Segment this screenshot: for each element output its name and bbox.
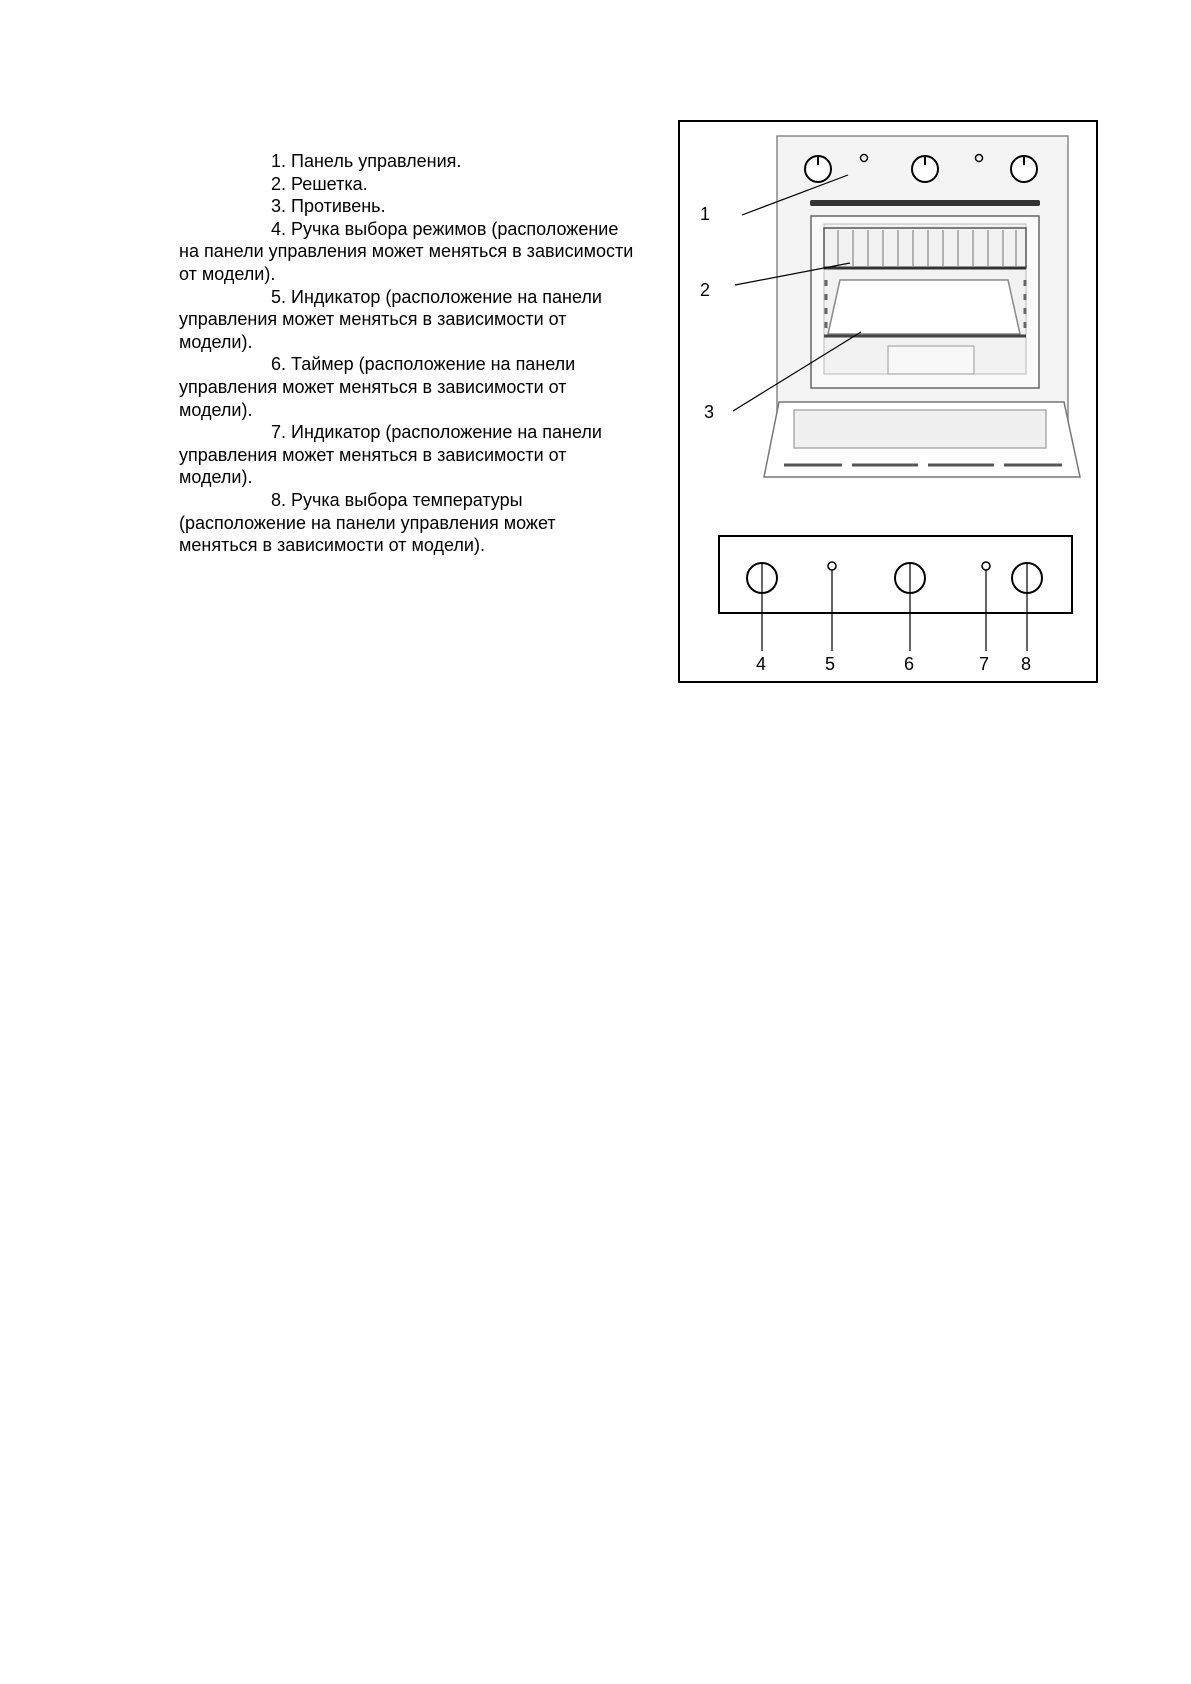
callout-label-8: 8 (1021, 654, 1032, 674)
legend-item-1: 1. Панель управления. (271, 151, 462, 171)
callout-label-4: 4 (756, 654, 767, 674)
callout-label-7: 7 (979, 654, 990, 674)
callout-label-2: 2 (700, 280, 711, 300)
oven-door (764, 402, 1080, 477)
oven-illustration (764, 136, 1080, 477)
oven-diagram (678, 120, 1098, 683)
callout-label-3: 3 (704, 402, 715, 422)
legend-item-4: 4. Ручка выбора режимов (расположение на панели управления может меняться в зависимости от модели). (179, 218, 634, 284)
oven-tray (824, 280, 1026, 336)
oven-back-panel (888, 346, 974, 374)
indicator-icon (976, 155, 983, 162)
indicator-icon (828, 562, 836, 570)
legend-item-7: 7. Индикатор (расположение на панели управления может меняться в зависимости от модели). (179, 422, 602, 488)
indicator-icon (861, 155, 868, 162)
indicator-icon (982, 562, 990, 570)
callout-label-5: 5 (825, 654, 836, 674)
oven-top-strip (810, 200, 1040, 206)
legend-item-5: 5. Индикатор (расположение на панели управления может меняться в зависимости от модели). (179, 286, 602, 352)
parts-legend (179, 150, 639, 557)
legend-item-6: 6. Таймер (расположение на панели управления может меняться в зависимости от модели). (179, 354, 576, 420)
callout-label-6: 6 (904, 654, 915, 674)
oven-diagram-svg (678, 120, 1098, 683)
legend-item-2: 2. Решетка. (271, 173, 368, 194)
legend-item-8: 8. Ручка выбора температуры (расположение на панели управления может меняться в зависимости от модели). (179, 489, 556, 556)
callout-label-1: 1 (700, 204, 711, 224)
legend-item-3: 3. Противень. (271, 196, 386, 217)
